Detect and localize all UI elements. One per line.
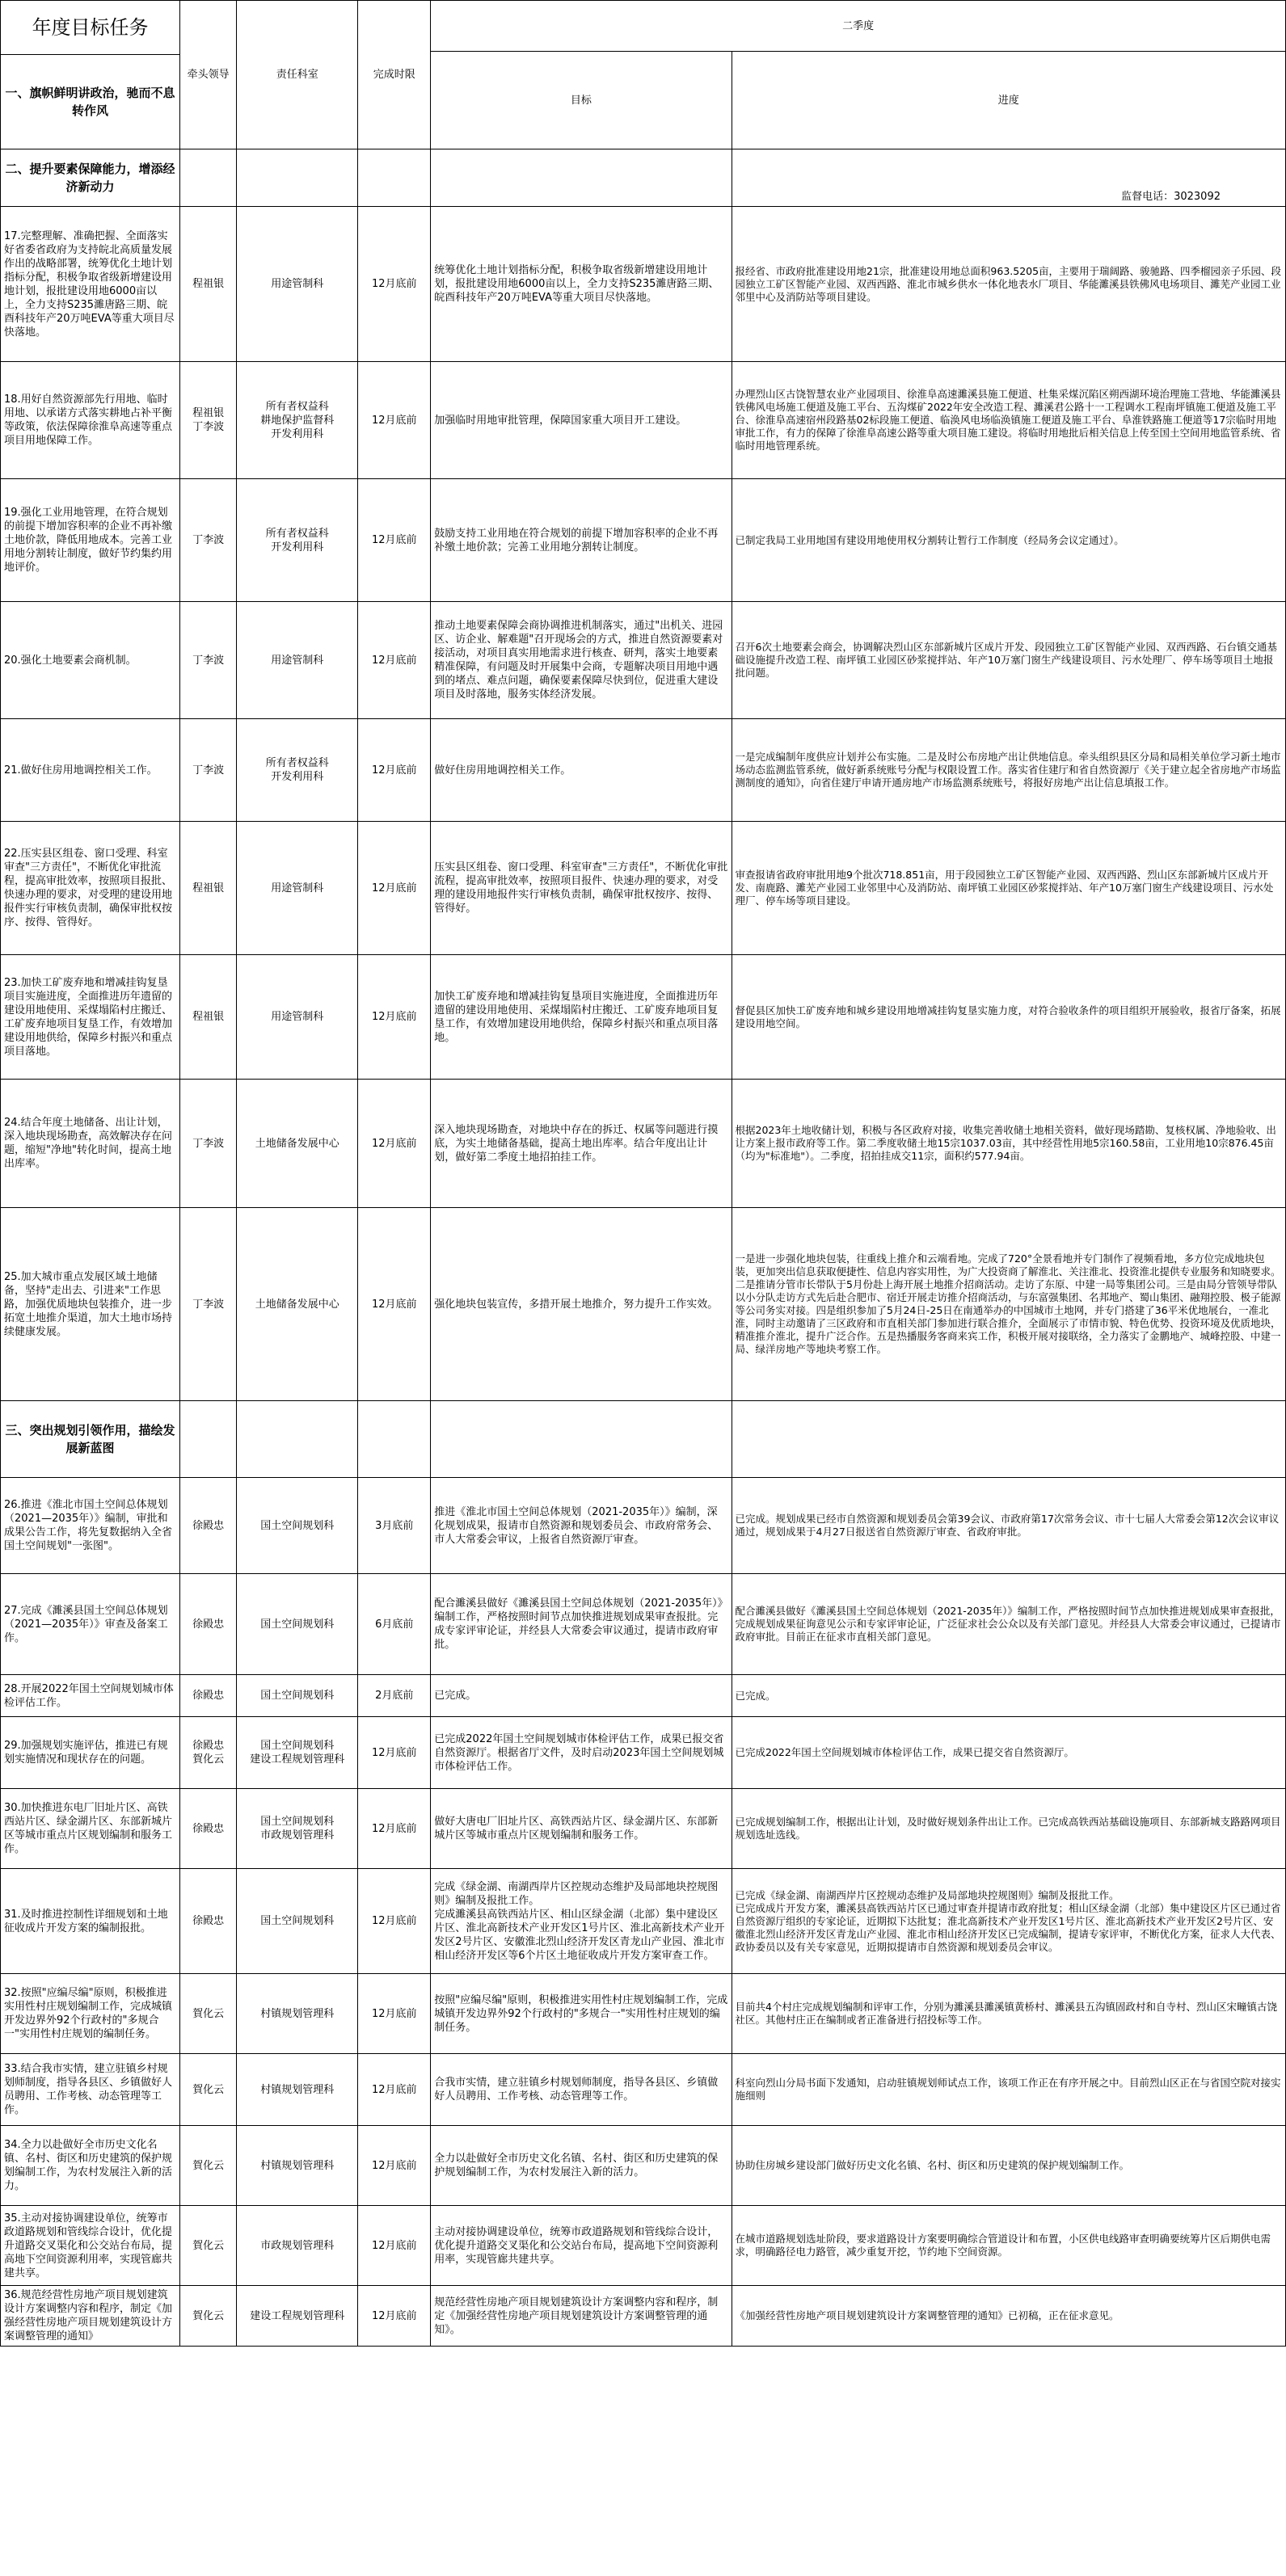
table-row: [1, 207, 1286, 362]
cell-lead: 丁李波: [180, 479, 237, 602]
cell-lead: 丁李波: [180, 1080, 237, 1208]
section-row-3: [1, 1401, 1286, 1478]
cell-target: 合我市实情，建立驻镇乡村规划师制度，指导各县区、乡镇做好人员聘用、工作考核、动态管理等工作。: [431, 2054, 732, 2126]
cell-time: 12月底前: [358, 822, 431, 955]
cell-dept: 国土空间规划科 市政规划管理科: [237, 1789, 358, 1869]
cell-progress: 在城市道路规划选址阶段，要求道路设计方案要明确综合管道设计和布置，小区供电线路审查明确要统筹片区后期供电需求，明确路径电力路管，减少重复开挖，节约地下空间资源。: [732, 2206, 1286, 2286]
cell-time: 12月底前: [358, 479, 431, 602]
cell-target: 全力以赴做好全市历史文化名镇、名村、街区和历史建筑的保护规划编制工作，为农村发展注入新的活力。: [431, 2126, 732, 2206]
table-row: [1, 479, 1286, 602]
header-target: 目标: [431, 52, 732, 149]
cell-progress: 协助住房城乡建设部门做好历史文化名镇、名村、街区和历史建筑的保护规划编制工作。: [732, 2126, 1286, 2206]
cell-task: 18.用好自然资源部先行用地、临时用地、以承诺方式落实耕地占补平衡等政策，依法保障徐淮阜高速等重点项目用地保障工作。: [1, 362, 180, 479]
cell-time: 12月底前: [358, 207, 431, 362]
table-row: [1, 2126, 1286, 2206]
header-row-1: [1, 1, 1286, 52]
cell-time: 12月底前: [358, 1869, 431, 1974]
cell-time: 12月底前: [358, 1789, 431, 1869]
cell-progress: 一是进一步强化地块包装，往重线上推介和云端看地。完成了720°全景看地并专门制作了视频看地，多方位完成地块包装，更加突出信息获取便捷性、信息内容实用性，为广大投资商了解淮北、关注淮北、投资淮北提供专业服务和知晓要求。二是推请分管市长带队于5月份赴上海开展土地推介招商活动。走访了东原、中建一局等集团公司。三是由局分管领导带队以小分队走访方式先后赴合肥市、宿迁开展走访推介招商活动，与东富强集团、名邦地产、蜀山集团、融翔控股、极子能源等公司务实对接。四是组织参加了5月24日-25日在南通举办的中国城市土地网，并专门搭建了36平米优地展台，一准北淮，同时主动邀请了三区政府和市直相关部门参加进行联合推介，全面展示了市情市貌、特色优势、投资环境及优质地块，精准推介淮北，提升广泛合作。五是热播服务客商来宾工作，积极开展对接联络，全力落实了金鹏地产、城峰控股、中建一局、绿洋房地产等地块考察工作。: [732, 1208, 1286, 1401]
cell-time: 12月底前: [358, 362, 431, 479]
cell-target: 推动土地要素保障会商协调推进机制落实，通过"出机关、进园区、访企业、解难题"召开现场会的方式，推进自然资源要素对接活动，对项目真实用地需求进行核查、研判，落实土地要素精准保障，有问题及时开展集中会商，专题解决项目用地中遇到的堵点、难点问题，确保要素保障尽快到位，促进重大建设项目及时落地，服务实体经济发展。: [431, 602, 732, 719]
section-title: 二、提升要素保障能力，增添经济新动力: [1, 149, 180, 207]
cell-lead: 徐殿忠: [180, 1675, 237, 1717]
cell-time: 2月底前: [358, 1675, 431, 1717]
cell-lead: 程祖银: [180, 955, 237, 1080]
cell-progress: 办理烈山区古饶智慧农业产业园项目、徐淮阜高速濉溪县施工便道、杜集采煤沉陷区朔西湖环境治理施工营地、华能濉溪县铁佛风电场施工便道及施工平台、五沟煤矿2022年安全改造工程、濉溪君公路十一工程调水工程南坪镇施工便道及施工平台、徐淮阜高速宿州段路基02标段施工便道、临涣风电场临涣镇施工便道及施工平台、阜淮铁路施工便道等17宗临时用地审批工作，有力的保障了徐淮阜高速公路等重大项目施工建设。将临时用地批后相关信息上传至国土空间用地监管系统、省临时用地管理系统。: [732, 362, 1286, 479]
cell-dept: 村镇规划管理科: [237, 2054, 358, 2126]
cell-dept: 所有者权益科 耕地保护监督科 开发利用科: [237, 362, 358, 479]
cell-time: 12月底前: [358, 2206, 431, 2286]
cell-time: 6月底前: [358, 1574, 431, 1675]
cell-time: 12月底前: [358, 1208, 431, 1401]
cell-task: 28.开展2022年国土空间规划城市体检评估工作。: [1, 1675, 180, 1717]
cell-task: 17.完整理解、准确把握、全面落实好省委省政府为支持皖北高质量发展作出的战略部署，统筹优化土地计划指标分配，积极争取省级新增建设用地计划，报批建设用地6000亩以上，全力支持S235濉唐路三期、皖酉科技年产20万吨EVA等重大项目尽快落地。: [1, 207, 180, 362]
cell-progress: 科室向烈山分局书面下发通知，启动驻镇规划师试点工作，该项工作正在有序开展之中。目前烈山区正在与省国空院对接实施细则: [732, 2054, 1286, 2126]
cell-target: 鼓励支持工业用地在符合规划的前提下增加容积率的企业不再补缴土地价款；完善工业用地分割转让制度。: [431, 479, 732, 602]
cell-progress: 已制定我局工业用地国有建设用地使用权分割转让暂行工作制度（经局务会议定通过）。: [732, 479, 1286, 602]
cell-time: 12月底前: [358, 2286, 431, 2347]
cell-dept: 市政规划管理科: [237, 2206, 358, 2286]
cell-lead: 賀化云: [180, 2206, 237, 2286]
table-row: [1, 2206, 1286, 2286]
cell-time: 12月底前: [358, 1717, 431, 1789]
cell-progress: 已完成《绿金湖、南湖西岸片区控规动态维护及局部地块控规图则》编制及报批工作。 已完成成片开发方案，濉溪县高铁西站片区已通过审查并提请市政府批复；相山区绿金湖（北部）集中建设区片区已通过省自然资源厅组织的专家论证，近期拟下达批复；淮北高新技术产业开发区1号片区、淮北高新技术产业开发区2号片区、安徽淮北烈山经济开发区青龙山产业园、淮北市相山经济开发区已完成编制，提请专家评审，不断优化方案，征求人大代表、政协委员以及有关专家意见，近期拟提请市自然资源和规划委员会审议。: [732, 1869, 1286, 1974]
cell-lead: 徐殿忠 賀化云: [180, 1717, 237, 1789]
section-title: 一、旗帜鲜明讲政治，驰而不息转作风: [1, 55, 180, 149]
table-row: [1, 1675, 1286, 1717]
cell-dept: 国土空间规划科: [237, 1574, 358, 1675]
table-row: [1, 1080, 1286, 1208]
cell-dept: 用途管制科: [237, 822, 358, 955]
cell-lead: 程祖银 丁李波: [180, 362, 237, 479]
cell-lead: 徐殿忠: [180, 1789, 237, 1869]
cell-task: 34.全力以赴做好全市历史文化名镇、名村、街区和历史建筑的保护规划编制工作，为农村发展注入新的活力。: [1, 2126, 180, 2206]
header-task-title: 年度目标任务: [1, 1, 180, 55]
cell-lead: 程祖银: [180, 207, 237, 362]
cell-progress: 根据2023年土地收储计划，积极与各区政府对接，收集完善收储土地相关资料，做好现场踏勘、复核权属、净地验收、出让方案上报市政府等工作。第二季度收储土地15宗1037.03亩，其中经营性用地5宗160.58亩，工业用地10宗876.45亩（均为"标准地"）。二季度，招拍挂成交11宗，面积约577.94亩。: [732, 1080, 1286, 1208]
cell-dept: 用途管制科: [237, 955, 358, 1080]
cell-time: 12月底前: [358, 1080, 431, 1208]
cell-time: 12月底前: [358, 602, 431, 719]
cell-dept: 国土空间规划科: [237, 1869, 358, 1974]
cell-target: 已完成2022年国土空间规划城市体检评估工作，成果已报交省自然资源厅。根据省厅文件，及时启动2023年国土空间规划城市体检评估工作。: [431, 1717, 732, 1789]
cell-lead: 賀化云: [180, 1974, 237, 2054]
cell-target: 压实县区组卷、窗口受理、科室审查"三方责任"，不断优化审批流程，提高审批效率，按照项目报件、快速办理的要求，对受理的建设用地报件实行审核负责制，确保审批权按序、按得、管得好。: [431, 822, 732, 955]
cell-task: 33.结合我市实情，建立驻镇乡村规划师制度，指导各县区、乡镇做好人员聘用、工作考核、动态管理等工作。: [1, 2054, 180, 2126]
cell-time: 12月底前: [358, 1974, 431, 2054]
cell-lead: 丁李波: [180, 1208, 237, 1401]
table-row: [1, 2054, 1286, 2126]
cell-dept: 用途管制科: [237, 207, 358, 362]
cell-progress: 已完成。规划成果已经市自然资源和规划委员会第39会议、市政府第17次常务会议、市十七届人大常委会第12次会议审议通过，规划成果于4月27日报送省自然资源厅审查、省政府审批。: [732, 1478, 1286, 1574]
cell-dept: 国土空间规划科: [237, 1478, 358, 1574]
cell-progress: 配合濉溪县做好《濉溪县国土空间总体规划（2021-2035年）》编制工作，严格按照时间节点加快推进规划成果审查报批，完成规划成果征询意见公示和专家评审论证，广泛征求社会公众以及有关部门意见。并经县人大常委会审议通过，已提请市政府审批。目前正在征求市直相关部门意见。: [732, 1574, 1286, 1675]
cell-progress: 督促县区加快工矿废弃地和城乡建设用地增减挂钩复垦实施力度，对符合验收条件的项目组织开展验收，报省厅备案，拓展建设用地空间。: [732, 955, 1286, 1080]
cell-target: 已完成。: [431, 1675, 732, 1717]
header-dept: 责任科室: [237, 1, 358, 149]
supervision-hotline: 监督电话：3023092: [732, 149, 1286, 207]
table-row: [1, 822, 1286, 955]
cell-task: 29.加强规划实施评估，推进已有规划实施情况和现状存在的问题。: [1, 1717, 180, 1789]
header-quarter: 二季度: [431, 1, 1286, 52]
cell-progress: 报经省、市政府批准建设用地21宗，批准建设用地总面积963.5205亩，主要用于瑞阔路、骏驰路、四季榴园亲子乐园、段园独立工矿区智能产业园、双西西路、淮北市城乡供水一体化地表水厂项目、华能濉溪县铁佛风电场项目、濉芜产业园工业邻里中心及消防站等项目建设。: [732, 207, 1286, 362]
section-title: 三、突出规划引领作用，描绘发展新蓝图: [1, 1401, 180, 1478]
cell-time: 12月底前: [358, 2126, 431, 2206]
cell-task: 26.推进《淮北市国土空间总体规划（2021—2035年）》编制，审批和成果公告工作，将先复数据纳入全省国土空间规划"一张图"。: [1, 1478, 180, 1574]
cell-dept: 用途管制科: [237, 602, 358, 719]
cell-time: 12月底前: [358, 719, 431, 822]
cell-dept: 土地储备发展中心: [237, 1208, 358, 1401]
cell-progress: 已完成。: [732, 1675, 1286, 1717]
cell-lead: 徐殿忠: [180, 1478, 237, 1574]
table-row: [1, 1717, 1286, 1789]
cell-task: 19.强化工业用地管理，在符合规划的前提下增加容积率的企业不再补缴土地价款，降低用地成本。完善工业用地分割转让制度，做好节约集约用地评价。: [1, 479, 180, 602]
cell-task: 24.结合年度土地储备、出让计划，深入地块现场勘查，高效解决存在问题，缩短"净地"转化时间，提高土地出库率。: [1, 1080, 180, 1208]
cell-dept: 国土空间规划科: [237, 1675, 358, 1717]
cell-target: 深入地块现场勘查，对地块中存在的拆迁、权属等问题进行摸底，为实土地储备基础，提高土地出库率。结合年度出让计划，做好第二季度土地招拍挂工作。: [431, 1080, 732, 1208]
cell-progress: 已完成规划编制工作，根据出让计划，及时做好规划条件出让工作。已完成高铁西站基础设施项目、东部新城支路路网项目规划选址选线。: [732, 1789, 1286, 1869]
cell-target: 按照"应编尽编"原则，积极推进实用性村庄规划编制工作，完成城镇开发边界外92个行政村的"多规合一"实用性村庄规划的编制任务。: [431, 1974, 732, 2054]
cell-lead: 丁李波: [180, 719, 237, 822]
cell-time: 3月底前: [358, 1478, 431, 1574]
table-row: [1, 362, 1286, 479]
cell-task: 36.规范经营性房地产项目规划建筑设计方案调整内容和程序，制定《加强经营性房地产项目规划建筑设计方案调整管理的通知》: [1, 2286, 180, 2347]
table-row: [1, 1478, 1286, 1574]
cell-lead: 程祖银: [180, 822, 237, 955]
cell-task: 21.做好住房用地调控相关工作。: [1, 719, 180, 822]
cell-dept: 所有者权益科 开发利用科: [237, 719, 358, 822]
cell-lead: 丁李波: [180, 602, 237, 719]
cell-task: 23.加快工矿废弃地和增减挂钩复垦项目实施进度，全面推进历年遗留的建设用地使用、采煤塌陷村庄搬迁、工矿废弃地项目复垦工作，有效增加建设用地供给，保障乡村振兴和重点项目落地。: [1, 955, 180, 1080]
cell-progress: 目前共4个村庄完成规划编制和评审工作，分别为濉溪县濉溪镇黄桥村、濉溪县五沟镇固政村和自寺村、烈山区宋疃镇古饶社区。其他村庄正在编制或者正准备进行招投标等工作。: [732, 1974, 1286, 2054]
cell-task: 27.完成《濉溪县国土空间总体规划（2021—2035年）》审查及备案工作。: [1, 1574, 180, 1675]
cell-progress: 一是完成编制年度供应计划并公布实施。二是及时公布房地产出让供地信息。牵头组织县区分局和局相关单位学习新土地市场动态监测监管系统，做好新系统账号分配与权限设置工作。落实省住建厅和省自然资源厅《关于建立起全省房地产市场监测制度的通知》，向省住建厅申请开通房地产市场监测系统账号，将报好房地产出让信息填报工作。: [732, 719, 1286, 822]
cell-target: 配合濉溪县做好《濉溪县国土空间总体规划（2021-2035年）》编制工作，严格按照时间节点加快推进规划成果审查报批。完成专家评审论证，并经县人大常委会审议通过，提请市政府审批。: [431, 1574, 732, 1675]
cell-progress: 《加强经营性房地产项目规划建筑设计方案调整管理的通知》已初稿，正在征求意见。: [732, 2286, 1286, 2347]
cell-target: 主动对接协调建设单位，统筹市政道路规划和管线综合设计，优化提升道路交叉渠化和公交站台布局，提高地下空间资源利用率，实现管廊共建共享。: [431, 2206, 732, 2286]
cell-target: 规范经营性房地产项目规划建筑设计方案调整内容和程序，制定《加强经营性房地产项目规划建筑设计方案调整管理的通知》。: [431, 2286, 732, 2347]
cell-time: 12月底前: [358, 955, 431, 1080]
table-row: [1, 1208, 1286, 1401]
cell-dept: 建设工程规划管理科: [237, 2286, 358, 2347]
table-row: [1, 1869, 1286, 1974]
cell-target: 做好大唐电厂旧址片区、高铁西站片区、绿金湖片区、东部新城片区等城市重点片区规划编制和服务工作。: [431, 1789, 732, 1869]
table-row: [1, 955, 1286, 1080]
header-progress: 进度: [732, 52, 1286, 149]
cell-lead: 賀化云: [180, 2126, 237, 2206]
cell-target: 加快工矿废弃地和增减挂钩复垦项目实施进度，全面推进历年遗留的建设用地使用、采煤塌陷村庄搬迁、工矿废弃地项目复垦工作，有效增加建设用地供给，保障乡村振兴和重点项目落地。: [431, 955, 732, 1080]
cell-progress: 审查报请省政府审批用地9个批次718.851亩，用于段园独立工矿区智能产业园、双西西路、烈山区东部新城片区成片开发、南鹿路、濉芜产业园工业邻里中心及消防站、南坪镇工业园区砂浆搅拌站、年产10万塞门窗生产线建设项目、污水处理厂、停车场等项目建设。: [732, 822, 1286, 955]
cell-progress: 召开6次土地要素会商会，协调解决烈山区东部新城片区成片开发、段园独立工矿区智能产业园、双西西路、石台镇交通基础设施提升改造工程、南坪镇工业园区砂浆搅拌站、年产10万塞门窗生产线建设项目、污水处理厂、停车场等项目土地报批问题。: [732, 602, 1286, 719]
cell-target: 完成《绿金湖、南湖西岸片区控规动态维护及局部地块控规图则》编制及报批工作。 完成濉溪县高铁西站片区、相山区绿金湖（北部）集中建设区片区、淮北高新技术产业开发区1号片区、淮北高新技术产业开发区2号片区、安徽淮北烈山经济开发区青龙山产业园、淮北市相山经济开发区等6个片区土地征收成片开发方案审查工作。: [431, 1869, 732, 1974]
cell-lead: 徐殿忠: [180, 1869, 237, 1974]
cell-task: 20.强化土地要素会商机制。: [1, 602, 180, 719]
cell-time: 12月底前: [358, 2054, 431, 2126]
table-row: [1, 1974, 1286, 2054]
cell-target: 强化地块包装宣传，多措开展土地推介，努力提升工作实效。: [431, 1208, 732, 1401]
cell-target: 推进《淮北市国土空间总体规划（2021-2035年）》编制，深化规划成果，报请市自然资源和规划委员会、市政府常务会、市人大常委会审议，上报省自然资源厅审查。: [431, 1478, 732, 1574]
cell-task: 31.及时推进控制性详细规划和土地征收成片开发方案的编制报批。: [1, 1869, 180, 1974]
table-row: [1, 602, 1286, 719]
cell-task: 35.主动对接协调建设单位，统筹市政道路规划和管线综合设计，优化提升道路交叉渠化和公交站台布局，提高地下空间资源利用率，实现管廊共建共享。: [1, 2206, 180, 2286]
cell-target: 做好住房用地调控相关工作。: [431, 719, 732, 822]
table-row: [1, 1789, 1286, 1869]
header-deadline: 完成时限: [358, 1, 431, 149]
table-row: [1, 719, 1286, 822]
section-row-2: [1, 149, 1286, 207]
cell-dept: 土地储备发展中心: [237, 1080, 358, 1208]
cell-task: 22.压实县区组卷、窗口受理、科室审查"三方责任"，不断优化审批流程，提高审批效率，按照项目报批、快速办理的要求，对受理的建设用地报件实行审核负责制，确保审批权按序、按得、管得好。: [1, 822, 180, 955]
cell-task: 25.加大城市重点发展区域土地储备，坚持"走出去、引进来"工作思路，加强优质地块包装推介，进一步拓宽土地推介渠道，加大土地市场持续健康发展。: [1, 1208, 180, 1401]
cell-task: 32.按照"应编尽编"原则，积极推进实用性村庄规划编制工作，完成城镇开发边界外92个行政村的"多规合一"实用性村庄规划的编制任务。: [1, 1974, 180, 2054]
cell-dept: 所有者权益科 开发利用科: [237, 479, 358, 602]
cell-target: 统筹优化土地计划指标分配，积极争取省级新增建设用地计划，报批建设用地6000亩以上，全力支持S235濉唐路三期、皖酉科技年产20万吨EVA等重大项目尽快落地。: [431, 207, 732, 362]
table-row: [1, 2286, 1286, 2347]
table-row: [1, 1574, 1286, 1675]
cell-lead: 徐殿忠: [180, 1574, 237, 1675]
header-lead: 牵头领导: [180, 1, 237, 149]
cell-lead: 賀化云: [180, 2286, 237, 2347]
cell-dept: 国土空间规划科 建设工程规划管理科: [237, 1717, 358, 1789]
cell-progress: 已完成2022年国土空间规划城市体检评估工作，成果已提交省自然资源厅。: [732, 1717, 1286, 1789]
cell-target: 加强临时用地审批管理，保障国家重大项目开工建设。: [431, 362, 732, 479]
cell-task: 30.加快推进东电厂旧址片区、高铁西站片区、绿金湖片区、东部新城片区等城市重点片区规划编制和服务工作。: [1, 1789, 180, 1869]
cell-lead: 賀化云: [180, 2054, 237, 2126]
cell-dept: 村镇规划管理科: [237, 2126, 358, 2206]
cell-dept: 村镇规划管理科: [237, 1974, 358, 2054]
